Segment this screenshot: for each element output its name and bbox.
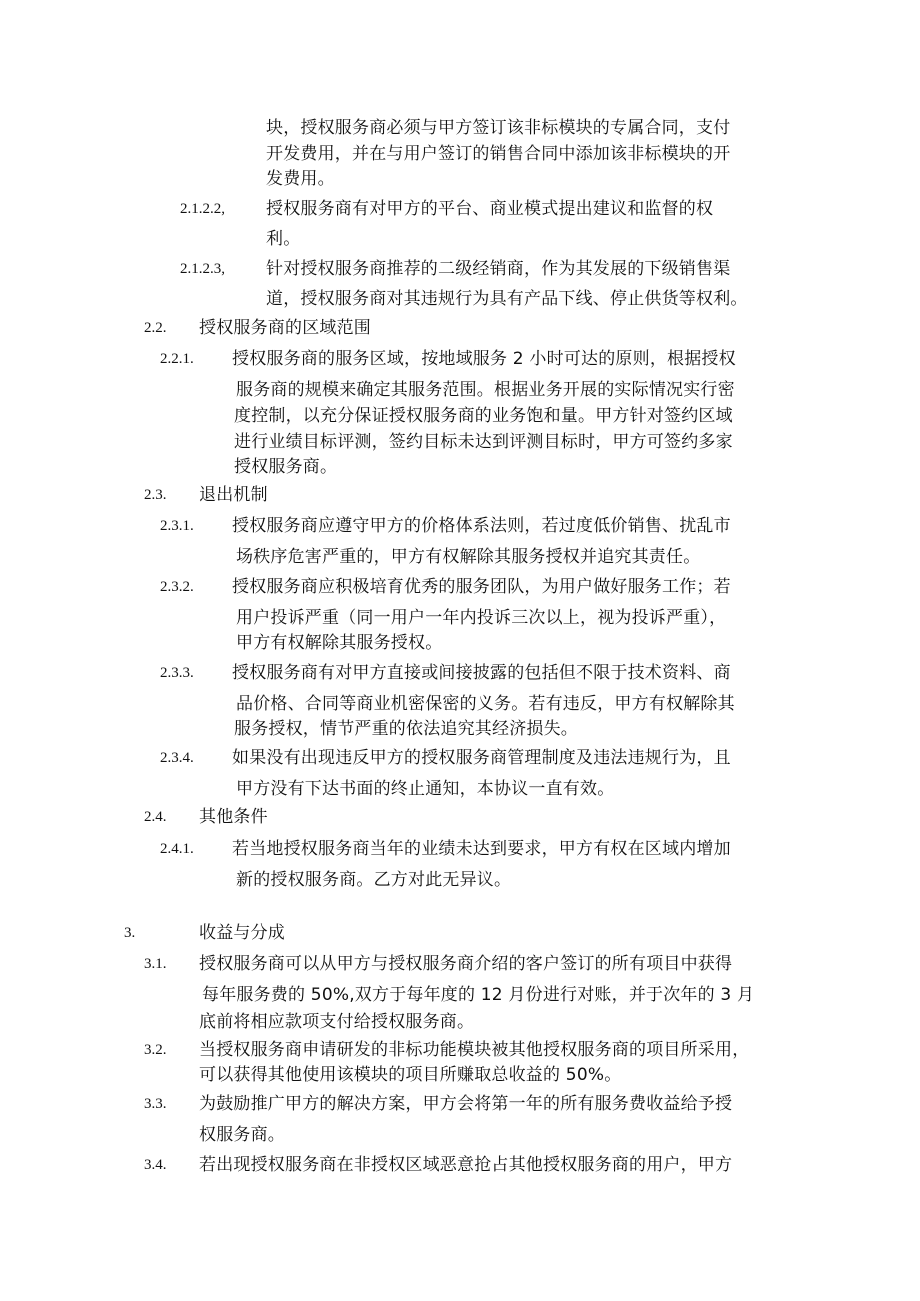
paragraph-line: 权服务商。 [199, 1125, 285, 1145]
clause-number: 3.4. [144, 1157, 167, 1173]
clause-number: 2.2.1. [160, 351, 194, 367]
paragraph-line: 授权服务商有对甲方直接或间接披露的包括但不限于技术资料、商 [232, 663, 731, 683]
paragraph-line: 甲方有权解除其服务授权。 [236, 633, 443, 653]
paragraph-line: 授权服务商应遵守甲方的价格体系法则，若过度低价销售、扰乱市 [232, 516, 731, 536]
section-heading: 退出机制 [199, 485, 268, 505]
paragraph-line: 开发费用，并在与用户签订的销售合同中添加该非标模块的开 [266, 144, 731, 164]
section-number: 3. [124, 925, 136, 941]
clause-number: 3.1. [144, 956, 167, 972]
paragraph-line: 利。 [266, 229, 301, 249]
section-heading: 其他条件 [199, 807, 268, 827]
section-heading: 授权服务商的区域范围 [199, 318, 371, 338]
paragraph-line: 可以获得其他使用该模块的项目所赚取总收益的 50%。 [199, 1065, 622, 1085]
paragraph-line: 若当地授权服务商当年的业绩未达到要求，甲方有权在区域内增加 [232, 839, 731, 859]
clause-number: 3.2. [144, 1042, 167, 1058]
paragraph-line: 新的授权服务商。乙方对此无异议。 [236, 870, 512, 890]
paragraph-line: 品价格、合同等商业机密保密的义务。若有违反，甲方有权解除其 [236, 694, 735, 714]
paragraph-line: 进行业绩目标评测，签约目标未达到评测目标时，甲方可签约多家 [234, 432, 733, 452]
paragraph-line: 若出现授权服务商在非授权区域恶意抢占其他授权服务商的用户，甲方 [199, 1155, 733, 1175]
paragraph-line: 块，授权服务商必须与甲方签订该非标模块的专属合同，支付 [266, 118, 731, 138]
clause-number: 2.4.1. [160, 841, 194, 857]
section-number: 2.4. [144, 809, 167, 825]
paragraph-line: 服务商的规模来确定其服务范围。根据业务开展的实际情况实行密 [236, 380, 735, 400]
paragraph-line: 如果没有出现违反甲方的授权服务商管理制度及违法违规行为，且 [232, 748, 731, 768]
clause-number: 2.3.2. [160, 579, 194, 595]
paragraph-line: 授权服务商。 [234, 457, 338, 477]
paragraph-line: 为鼓励推广甲方的解决方案，甲方会将第一年的所有服务费收益给予授 [199, 1094, 733, 1114]
paragraph-line: 每年服务费的 50%,双方于每年度的 12 月份进行对账，并于次年的 3 月 [202, 985, 755, 1005]
clause-number: 2.1.2.2, [180, 201, 225, 217]
paragraph-line: 底前将相应款项支付给授权服务商。 [199, 1012, 475, 1032]
section-number: 2.2. [144, 320, 167, 336]
clause-number: 3.3. [144, 1096, 167, 1112]
paragraph-line: 用户投诉严重（同一用户一年内投诉三次以上，视为投诉严重）， [236, 608, 727, 628]
paragraph-line: 发费用。 [266, 169, 335, 189]
paragraph-line: 针对授权服务商推荐的二级经销商，作为其发展的下级销售渠 [266, 259, 731, 279]
clause-number: 2.1.2.3, [180, 261, 225, 277]
clause-number: 2.3.4. [160, 750, 194, 766]
clause-number: 2.3.3. [160, 665, 194, 681]
paragraph-line: 授权服务商可以从甲方与授权服务商介绍的客户签订的所有项目中获得 [199, 954, 733, 974]
paragraph-line: 度控制，以充分保证授权服务商的业务饱和量。甲方针对签约区域 [234, 406, 733, 426]
paragraph-line: 当授权服务商申请研发的非标功能模块被其他授权服务商的项目所采用， [199, 1040, 750, 1060]
clause-number: 2.3.1. [160, 518, 194, 534]
paragraph-line: 服务授权，情节严重的依法追究其经济损失。 [234, 719, 578, 739]
paragraph-line: 甲方没有下达书面的终止通知，本协议一直有效。 [236, 779, 615, 799]
paragraph-line: 道，授权服务商对其违规行为具有产品下线、停止供货等权利。 [266, 289, 748, 309]
section-number: 2.3. [144, 487, 167, 503]
paragraph-line: 场秩序危害严重的，甲方有权解除其服务授权并追究其责任。 [236, 547, 701, 567]
paragraph-line: 授权服务商的服务区域，按地域服务 2 小时可达的原则，根据授权 [232, 349, 736, 369]
section-heading: 收益与分成 [199, 923, 285, 943]
paragraph-line: 授权服务商应积极培育优秀的服务团队，为用户做好服务工作；若 [232, 577, 731, 597]
paragraph-line: 授权服务商有对甲方的平台、商业模式提出建议和监督的权 [266, 199, 714, 219]
